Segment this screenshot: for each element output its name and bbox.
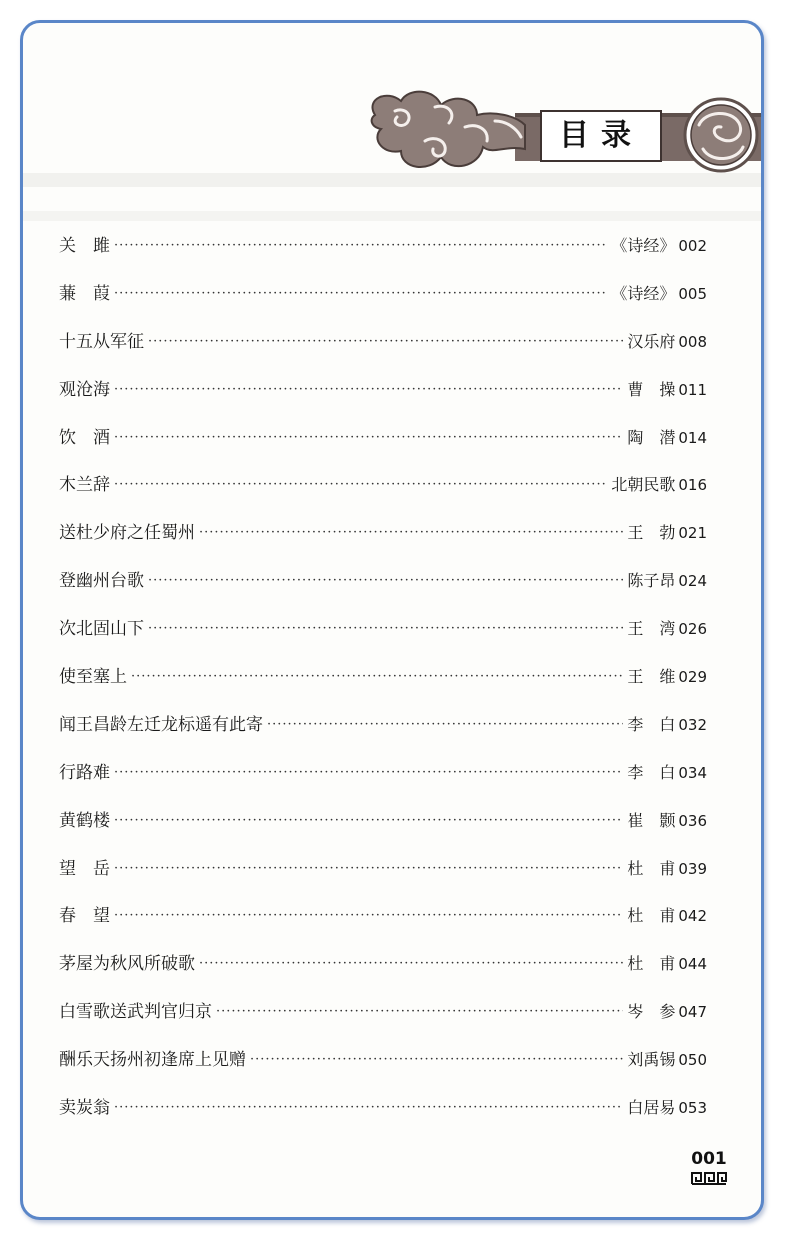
toc-entry-page: 047 bbox=[678, 1003, 707, 1022]
toc-entry-title: 卖炭翁 bbox=[59, 1098, 110, 1119]
toc-entry-page: 029 bbox=[678, 668, 707, 687]
toc-entry-author: 王 勃 bbox=[627, 523, 676, 543]
toc-entry-title: 饮 酒 bbox=[59, 427, 110, 448]
bleed-through-decoration bbox=[23, 211, 761, 221]
toc-entry-author: 王 湾 bbox=[627, 619, 676, 639]
toc-entry[interactable] bbox=[59, 375, 707, 423]
toc-entry-author: 白居易 bbox=[627, 1098, 676, 1118]
dot-leader bbox=[267, 717, 623, 732]
toc-entry-author: 刘禹锡 bbox=[627, 1050, 676, 1070]
toc-entry-page: 032 bbox=[678, 715, 707, 734]
toc-entry-page: 016 bbox=[678, 476, 707, 495]
toc-entry-title: 酬乐天扬州初逢席上见赠 bbox=[59, 1050, 246, 1071]
toc-entry-page: 024 bbox=[678, 572, 707, 591]
dot-leader bbox=[148, 573, 623, 588]
dot-leader bbox=[114, 861, 623, 876]
toc-entry[interactable] bbox=[59, 614, 707, 662]
dot-leader bbox=[199, 956, 623, 971]
toc-entry-page: 042 bbox=[678, 907, 707, 926]
toc-entry[interactable] bbox=[59, 327, 707, 375]
toc-entry[interactable] bbox=[59, 758, 707, 806]
toc-entry-page: 005 bbox=[678, 284, 707, 303]
toc-entry-title: 黄鹤楼 bbox=[59, 810, 110, 831]
toc-entry-author: 陈子昂 bbox=[627, 571, 676, 591]
toc-entry[interactable] bbox=[59, 662, 707, 710]
toc-entry-page: 050 bbox=[678, 1051, 707, 1070]
toc-entry-author: 杜 甫 bbox=[627, 906, 676, 926]
toc-entry-author: 陶 潜 bbox=[627, 427, 676, 447]
toc-entry-page: 039 bbox=[678, 859, 707, 878]
toc-entry-title: 行路难 bbox=[59, 762, 110, 783]
dot-leader bbox=[114, 813, 623, 828]
toc-entry-title: 木兰辞 bbox=[59, 475, 110, 496]
dot-leader bbox=[114, 382, 623, 397]
toc-entry-title: 十五从军征 bbox=[59, 331, 144, 352]
toc-entry[interactable] bbox=[59, 1093, 707, 1141]
toc-entry-title: 次北固山下 bbox=[59, 619, 144, 640]
toc-entry[interactable] bbox=[59, 518, 707, 566]
dot-leader bbox=[114, 430, 623, 445]
page-title: 目录 bbox=[559, 118, 643, 153]
toc-entry-author: 崔 颢 bbox=[627, 810, 676, 830]
toc-entry-title: 闻王昌龄左迁龙标遥有此寄 bbox=[59, 714, 263, 735]
toc-entry-page: 011 bbox=[678, 380, 707, 399]
toc-entry-title: 春 望 bbox=[59, 906, 110, 927]
dot-leader bbox=[114, 908, 623, 923]
toc-entry-author: 岑 参 bbox=[627, 1002, 676, 1022]
toc-entry-title: 观沧海 bbox=[59, 379, 110, 400]
toc-entry-author: 杜 甫 bbox=[627, 858, 676, 878]
toc-entry-title: 使至塞上 bbox=[59, 667, 127, 688]
toc-entry[interactable] bbox=[59, 279, 707, 327]
toc-entry[interactable] bbox=[59, 231, 707, 279]
toc-entry-author: 李 白 bbox=[627, 762, 676, 782]
toc-entry-title: 登幽州台歌 bbox=[59, 571, 144, 592]
contents-banner bbox=[365, 85, 764, 185]
toc-entry-author: 《诗经》 bbox=[611, 283, 676, 303]
toc-entry-page: 014 bbox=[678, 428, 707, 447]
toc-entry[interactable] bbox=[59, 949, 707, 997]
dot-leader bbox=[114, 477, 607, 492]
toc-entry-page: 036 bbox=[678, 811, 707, 830]
page-number: 001 bbox=[691, 1149, 727, 1169]
table-of-contents bbox=[59, 231, 707, 1141]
toc-entry-page: 026 bbox=[678, 620, 707, 639]
toc-entry-page: 034 bbox=[678, 763, 707, 782]
toc-entry-author: 曹 操 bbox=[627, 379, 676, 399]
toc-entry-author: 李 白 bbox=[627, 714, 676, 734]
dot-leader bbox=[114, 1100, 623, 1115]
page-frame bbox=[20, 20, 764, 1220]
toc-entry-author: 汉乐府 bbox=[627, 331, 676, 351]
toc-entry[interactable] bbox=[59, 710, 707, 758]
dot-leader bbox=[114, 765, 623, 780]
toc-entry-title: 关 雎 bbox=[59, 236, 110, 256]
toc-entry-author: 王 维 bbox=[627, 667, 676, 687]
toc-entry[interactable] bbox=[59, 901, 707, 949]
toc-entry[interactable] bbox=[59, 806, 707, 854]
toc-entry-page: 008 bbox=[678, 332, 707, 351]
dot-leader bbox=[216, 1004, 623, 1019]
toc-entry-title: 望 岳 bbox=[59, 858, 110, 879]
toc-entry[interactable] bbox=[59, 1045, 707, 1093]
toc-entry-author: 北朝民歌 bbox=[611, 475, 676, 495]
dot-leader bbox=[131, 669, 623, 684]
toc-entry-page: 021 bbox=[678, 524, 707, 543]
dot-leader bbox=[148, 621, 623, 636]
toc-entry[interactable] bbox=[59, 423, 707, 471]
toc-entry-page: 053 bbox=[678, 1099, 707, 1118]
dot-leader bbox=[199, 525, 623, 540]
toc-entry-title: 茅屋为秋风所破歌 bbox=[59, 954, 195, 975]
toc-entry-title: 蒹 葭 bbox=[59, 283, 110, 304]
toc-entry[interactable] bbox=[59, 997, 707, 1045]
toc-entry[interactable] bbox=[59, 566, 707, 614]
toc-entry-title: 白雪歌送武判官归京 bbox=[59, 1002, 212, 1023]
dot-leader bbox=[114, 286, 607, 301]
toc-entry-page: 002 bbox=[678, 237, 707, 255]
toc-entry-author: 《诗经》 bbox=[611, 236, 676, 255]
dot-leader bbox=[250, 1052, 623, 1067]
dot-leader bbox=[114, 238, 607, 253]
toc-entry-title: 送杜少府之任蜀州 bbox=[59, 523, 195, 544]
toc-entry-author: 杜 甫 bbox=[627, 954, 676, 974]
meander-ornament-icon bbox=[691, 1171, 727, 1185]
toc-entry[interactable] bbox=[59, 854, 707, 902]
toc-entry[interactable] bbox=[59, 470, 707, 518]
dot-leader bbox=[148, 334, 623, 349]
toc-entry-page: 044 bbox=[678, 955, 707, 974]
